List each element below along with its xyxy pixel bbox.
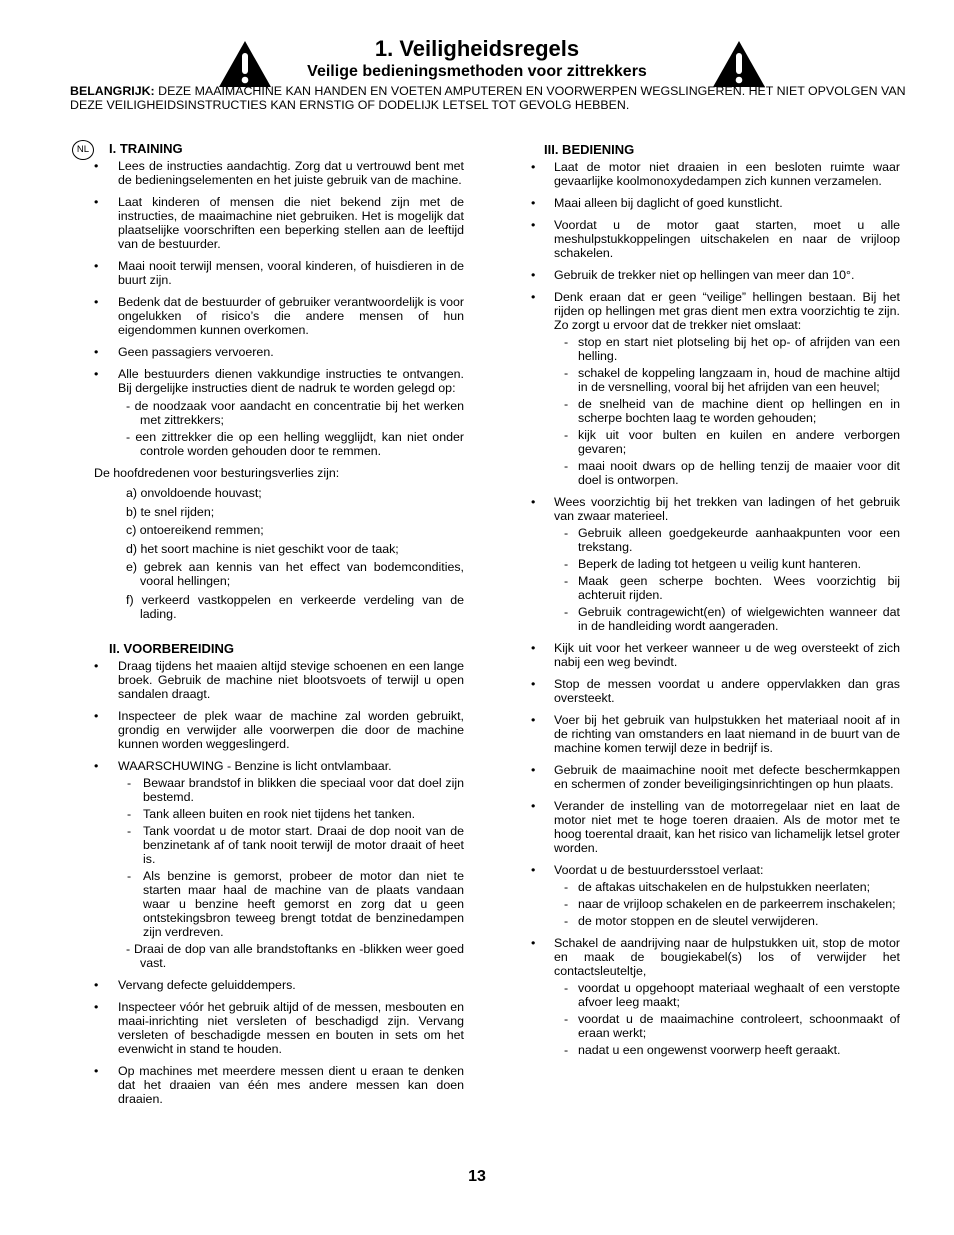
list-item: • Alle bestuurders dienen vakkundige instructies te ontvangen. Bij dergelijke instructies dient de nadruk te worden gelegd op:	[94, 367, 464, 395]
list-item: • Laat de motor niet draaien in een besloten ruimte waar gevaarlijke koolmonoxydedampen zich kunnen verzamelen.	[531, 160, 900, 188]
list-item: • Inspecteer vóór het gebruik altijd of de messen, mesbouten en maai-inrichting niet versleten of beschadigd zijn. Vervang versleten of beschadigde messen en bouten in sets om het evenwicht in stand te houden.	[94, 999, 464, 1056]
list-item: • Voordat u de motor gaat starten, moet u alle meshulpstukkoppelingen uitschakelen en naar de vrijloop schakelen.	[531, 218, 900, 260]
left-column	[78, 142, 464, 1114]
list-item: • Maai alleen bij daglicht of goed kunstlicht.	[531, 196, 783, 210]
list-item: • Schakel de aandrijving naar de hulpstukken uit, stop de motor en maak de bougiekabel(s) los of verwijder het contactsleuteltje,	[531, 936, 900, 978]
list-item: • Voer bij het gebruik van hulpstukken het materiaal nooit af in de richting van omstanders en laat niemand in de buurt van de machine komen terwijl deze in bedrijf is.	[531, 713, 900, 755]
sub-item: - een zittrekker die op een helling wegglijdt, kan niet onder controle worden gehouden door te remmen.	[126, 430, 464, 458]
sub-item: - Beperk de lading tot hetgeen u veilig kunt hanteren.	[564, 557, 862, 571]
sub-item: - Als benzine is gemorst, probeer de motor dan niet te starten maar haal de machine van de plaats vandaan waar u benzine heeft gemorst en zorg dat u geen ontstekingsbron teweeg brengt totdat de benzinedampen zijn verdreven.	[127, 868, 464, 939]
page-number: 13	[468, 1168, 486, 1185]
cause-item: b) te snel rijden;	[126, 504, 215, 519]
list-item: • Voordat u de bestuurdersstoel verlaat:	[531, 863, 764, 877]
cause-item: d) het soort machine is niet geschikt voor de taak;	[126, 541, 399, 556]
sub-item: - maai nooit dwars op de helling tenzij de maaier voor dit doel is ontworpen.	[564, 459, 900, 487]
list-item: • Bedenk dat de bestuurder of gebruiker verantwoordelijk is voor ongelukken of risico’s die andere mensen of hun eigendommen kunnen overkomen.	[94, 295, 464, 337]
causes-intro: De hoofdredenen voor besturingsverlies zijn:	[94, 466, 340, 480]
section-heading-training: I. TRAINING	[109, 141, 183, 156]
list-item: • Denk eraan dat er geen “veilige” hellingen bestaan. Bij het rijden op hellingen met gras dient men extra voorzichtig te zijn. Zo zorgt u ervoor dat de trekker niet omslaat:	[531, 290, 900, 332]
sub-item: - Bewaar brandstof in blikken die speciaal voor dat doel zijn bestemd.	[127, 775, 464, 804]
list-item: • Laat kinderen of mensen die niet bekend zijn met de instructies, de maaimachine niet gebruiken. Het is mogelijk dat plaatselijke voorschriften een beperking stellen aan de leeftijd van de bestuurder.	[94, 195, 464, 251]
notice-label: BELANGRIJK:	[70, 84, 155, 98]
section-heading-preparation: II. VOORBEREIDING	[109, 640, 234, 656]
list-item: • WAARSCHUWING - Benzine is licht ontvlambaar.	[94, 758, 392, 773]
list-item: • Gebruik de maaimachine nooit met defecte beschermkappen en schermen of zonder beveiligingsinrichtingen op hun plaats.	[531, 763, 900, 791]
language-badge: NL	[72, 140, 94, 160]
cause-item: e) gebrek aan kennis van het effect van bodemcondities, vooral hellingen;	[126, 560, 464, 589]
list-item: • Draag tijdens het maaien altijd stevige schoenen en een lange broek. Gebruik de machine niet blootsvoets of terwijl u open sandalen draagt.	[94, 658, 464, 701]
list-item: • Op machines met meerdere messen dient u eraan te denken dat het draaien van één mes andere messen kan doen draaien.	[94, 1063, 464, 1106]
sub-item: - de aftakas uitschakelen en de hulpstukken neerlaten;	[564, 880, 871, 894]
sub-item: - stop en start niet plotseling bij het op- of afrijden van een helling.	[564, 335, 900, 363]
page-subtitle: Veilige bedieningsmethoden voor zittrekkers	[307, 63, 647, 80]
list-item: • Wees voorzichtig bij het trekken van ladingen of het gebruik van zwaar materieel.	[531, 495, 900, 523]
cause-item: f) verkeerd vastkoppelen en verkeerde verdeling van de lading.	[126, 592, 464, 621]
list-item: • Stop de messen voordat u andere oppervlakken dan gras oversteekt.	[531, 677, 900, 705]
sub-item: - voordat u opgehoopt materiaal weghaalt of een verstopte afvoer leeg maakt;	[564, 981, 900, 1009]
sub-item: - schakel de koppeling langzaam in, houd de machine altijd in de versnelling, vooral bij het afrijden van een heuvel;	[564, 366, 900, 394]
sub-item: - naar de vrijloop schakelen en de parkeerrem inschakelen;	[564, 897, 896, 911]
page-title: 1. Veiligheidsregels	[374, 36, 580, 61]
right-column	[528, 143, 900, 1060]
list-item: • Geen passagiers vervoeren.	[94, 345, 274, 359]
list-item: • Inspecteer de plek waar de machine zal worden gebruikt, grondig en verwijder alle voorwerpen die door de machine kunnen worden weggeslingerd.	[94, 708, 464, 751]
sub-item: - nadat u een ongewenst voorwerp heeft geraakt.	[564, 1043, 841, 1057]
list-item: • Maai nooit terwijl mensen, vooral kinderen, of huisdieren in de buurt zijn.	[94, 259, 464, 287]
sub-item: - Gebruik alleen goedgekeurde aanhaakpunten voor een trekstang.	[564, 526, 900, 554]
sub-item: - Gebruik contragewicht(en) of wielgewichten wanneer dat in de handleiding wordt aangeraden.	[564, 605, 900, 633]
sub-item: - Maak geen scherpe bochten. Wees voorzichtig bij achteruit rijden.	[564, 574, 900, 602]
sub-item: - de noodzaak voor aandacht en concentratie bij het werken met zittrekkers;	[126, 399, 464, 427]
sub-item: - Tank voordat u de motor start. Draai de dop nooit van de benzinetank af of tank nooit terwijl de motor draait of heet is.	[127, 823, 464, 866]
sub-item: - de snelheid van de machine dient op hellingen en in scherpe bochten laag te worden gehouden;	[564, 397, 900, 425]
list-item: • Lees de instructies aandachtig. Zorg dat u vertrouwd bent met de bedieningselementen en het juiste gebruik van de machine.	[94, 159, 464, 187]
list-item: • Verander de instelling van de motorregelaar niet en laat de motor niet met te hoge toeren draaien. Als de motor met te hoog toerental draait, kan het risico van lichamelijk letsel groter worden.	[531, 799, 900, 855]
section-heading-operation: III. BEDIENING	[544, 142, 635, 157]
list-item: • Vervang defecte geluiddempers.	[94, 977, 296, 992]
cause-item: c) ontoereikend remmen;	[126, 523, 264, 538]
list-item: • Gebruik de trekker niet op hellingen van meer dan 10°.	[531, 268, 855, 282]
cause-item: a) onvoldoende houvast;	[126, 486, 262, 500]
sub-item: - Tank alleen buiten en rook niet tijdens het tanken.	[127, 806, 416, 821]
important-notice	[70, 84, 930, 112]
list-item: • Kijk uit voor het verkeer wanneer u de weg oversteekt of zich nabij een weg bevindt.	[531, 641, 900, 669]
sub-item: - voordat u de maaimachine controleert, schoonmaakt of eraan werkt;	[564, 1012, 900, 1040]
sub-item: - de motor stoppen en de sleutel verwijderen.	[564, 914, 819, 928]
notice-text: DEZE MAAIMACHINE KAN HANDEN EN VOETEN AMPUTEREN EN VOORWERPEN WEGSLINGEREN. HET NIET OPVOLGEN VAN DEZE VEILIGHEIDSINSTRUCTIES KAN ERNSTIG OF DODELIJK LETSEL TOT GEVOLG HEBBEN.	[70, 84, 906, 112]
sub-item: - kijk uit voor bulten en kuilen en andere verborgen gevaren;	[564, 428, 900, 456]
sub-item: - Draai de dop van alle brandstoftanks en -blikken weer goed vast.	[126, 941, 464, 970]
